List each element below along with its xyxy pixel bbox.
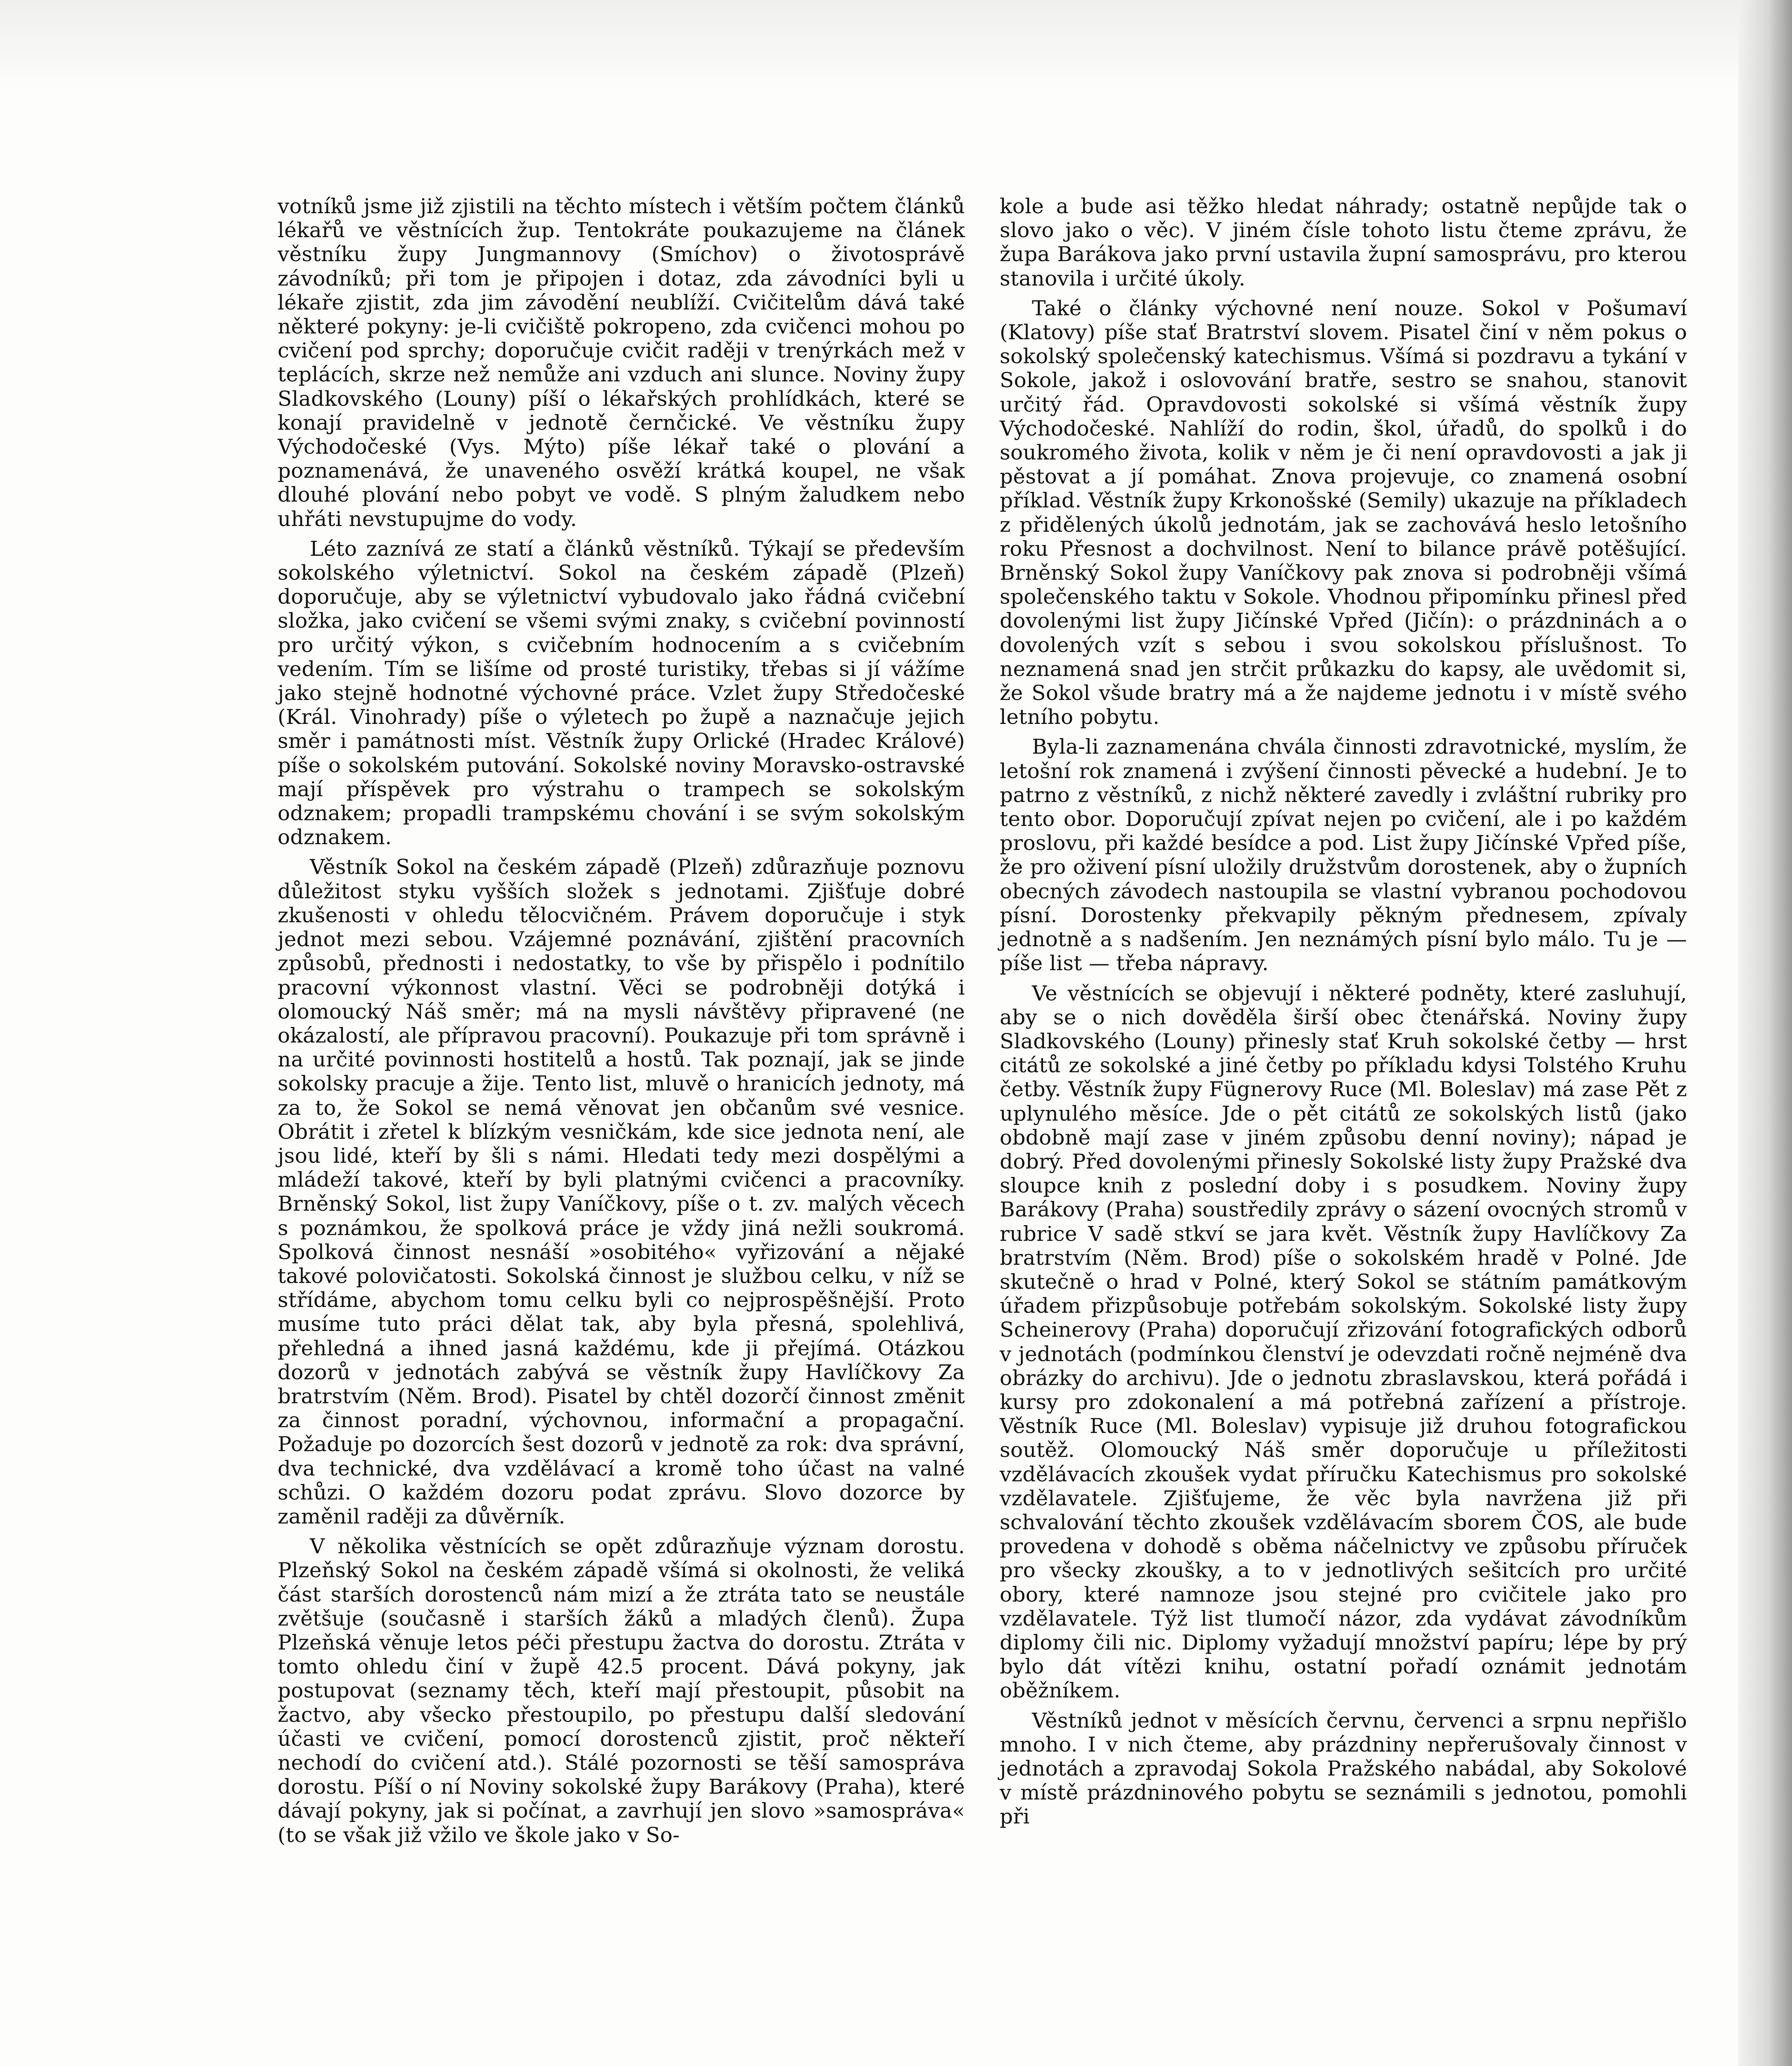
right-column [1000, 194, 1687, 1829]
right-paragraph-3: Byla-li zaznamenána chvála činnosti zdravotnické, myslím, že letošní rok znamená i zvýšení činnosti pěvecké a hudební. Je to patrno z věstníků, z nichž některé zavedly i zvláštní rubriky pro tento obor. Doporučují zpívat nejen po cvičení, ale i po každém proslovu, při každé besídce a pod. List župy Jičínské Vpřed píše, že pro oživení písní uložily družstvům dorostenek, aby o župních obecných závodech nastoupila se vlastní vybranou pochodovou písní. Dorostenky překvapily pěkným přednesem, zpívaly jednotně a s nadšením. Jen neznámých písní bylo málo. Tu je — píše list — třeba nápravy. [1000, 735, 1687, 976]
right-paragraph-5: Věstníků jednot v měsících červnu, červenci a srpnu nepřišlo mnoho. I v nich čteme, aby prázdniny nepřerušovaly činnost v jednotách a zpravodaj Sokola Pražského nabádal, aby Sokolové v místě prázdninového pobytu se seznámili s jednotou, pomohli při [1000, 1708, 1687, 1829]
left-paragraph-3: Věstník Sokol na českém západě (Plzeň) zdůrazňuje poznovu důležitost styku vyšších složek s jednotami. Zjišťuje dobré zkušenosti v ohledu tělocvičném. Právem doporučuje i styk jednot mezi sebou. Vzájemné poznávání, zjištění pracovních způsobů, přednosti i nedostatky, to vše by přispělo i podnítilo pracovní výkonnost vlastní. Věci se podrobněji dotýká i olomoucký Náš směr; má na mysli návštěvy připravené (ne okázalostí, ale přípravou pracovní). Poukazuje při tom správně i na určité povinnosti hostitelů a hostů. Tak poznají, jak se jinde sokolsky pracuje a žije. Tento list, mluvě o hranicích jednoty, má za to, že Sokol se nemá věnovat jen občanům své vesnice. Obrátit i zřetel k blízkým vesničkám, kde sice jednota není, ale jsou lidé, kteří by šli s námi. Hledati tedy mezi dospělými a mládeží takové, kteří by byli platnými cvičenci a pracovníky. Brněnský Sokol, list župy Vaníčkovy, píše o t. zv. malých věcech s poznámkou, že spolková práce je vždy jiná nežli soukromá. Spolková činnost nesnáší »osobitého« vyřizování a nějaké takové polovičatosti. Sokolská činnost je službou celku, v níž se střídáme, abychom tomu celku byli co nejprospěšnější. Proto musíme tuto práci dělat tak, aby byla přesná, spolehlivá, přehledná a ihned jasná každému, kde ji přejímá. Otázkou dozorů v jednotách zabývá se věstník župy Havlíčkovy Za bratrstvím (Něm. Brod). Pisatel by chtěl dozorčí činnost změnit za činnost poradní, výchovnou, informační a propagační. Požaduje po dozorcích šest dozorů v jednotě za rok: dva správní, dva technické, dva vzdělávací a kromě toho účast na valné schůzi. O každém dozoru podat zprávu. Slovo dozorce by zaměnil raději za důvěrník. [278, 855, 965, 1528]
right-paragraph-1: kole a bude asi těžko hledat náhrady; ostatně nepůjde tak o slovo jako o věc). V jiném čísle tohoto listu čteme zprávu, že župa Barákova jako první ustavila župní samosprávu, pro kterou stanovila i určité úkoly. [1000, 194, 1687, 290]
right-paragraph-2: Také o články výchovné není nouze. Sokol v Pošumaví (Klatovy) píše stať Bratrství slovem. Pisatel činí v něm pokus o sokolský společenský katechismus. Všímá si pozdravu a tykání v Sokole, jakož i oslovování bratře, sestro se snahou, stanovit určitý řád. Opravdovosti sokolské si všímá věstník župy Východočeské. Nahlíží do rodin, škol, úřadů, do spolků i do soukromého života, kolik v něm je či není opravdovosti a jak ji pěstovat a jí pomáhat. Znova projevuje, co znamená osobní příklad. Věstník župy Krkonošské (Semily) ukazuje na příkladech z přidělených úkolů jednotám, jak se zachovává heslo letošního roku Přesnost a dochvilnost. Není to bilance právě potěšující. Brněnský Sokol župy Vaníčkovy pak znova si podrobněji všímá společenského taktu v Sokole. Vhodnou připomínku přinesl před dovolenými list župy Jičínské Vpřed (Jičín): o prázdninách a o dovolených vzít s sebou i svou sokolskou příslušnost. To neznamená snad jen strčit průkazku do kapsy, ale uvědomit si, že Sokol všude bratry má a že najdeme jednotu i v místě svého letního pobytu. [1000, 296, 1687, 729]
left-column [278, 194, 965, 1847]
left-paragraph-4: V několika věstnících se opět zdůrazňuje význam dorostu. Plzeňský Sokol na českém západě všímá si okolnosti, že veliká část starších dorostenců nám mizí a že ztráta tato se neustále zvětšuje (současně i starších žáků a mladých členů). Župa Plzeňská věnuje letos péči přestupu žactva do dorostu. Ztráta v tomto ohledu činí v župě 42.5 procent. Dává pokyny, jak postupovat (seznamy těch, kteří mají přestoupit, působit na žactvo, aby všecko přestoupilo, po přestupu další sledování účasti ve cvičení, pomocí dorostenců zjistit, proč někteří nechodí do cvičení atd.). Stálé pozornosti se těší samospráva dorostu. Píší o ní Noviny sokolské župy Barákovy (Praha), které dávají pokyny, jak si počínat, a zavrhují jen slovo »samospráva« (to se však již vžilo ve škole jako v So- [278, 1534, 965, 1847]
left-paragraph-2: Léto zaznívá ze statí a článků věstníků. Týkají se především sokolského výletnictví. Sokol na českém západě (Plzeň) doporučuje, aby se výletnictví vybudovalo jako řádná cvičební složka, jako cvičení se všemi svými znaky, s cvičební povinností pro určitý výkon, s cvičebním hodnocením a s cvičebním vedením. Tím se lišíme od prosté turistiky, třebas si jí vážíme jako stejně hodnotné výchovné práce. Vzlet župy Středočeské (Král. Vinohrady) píše o výletech po župě a naznačuje jejich směr i památnosti míst. Věstník župy Orlické (Hradec Králové) píše o sokolském putování. Sokolské noviny Moravsko-ostravské mají příspěvek pro výstrahu o trampech se sokolským odznakem; propadli trampskému chování i se svým sokolským odznakem. [278, 536, 965, 850]
right-paragraph-4: Ve věstnících se objevují i některé podněty, které zasluhují, aby se o nich dověděla širší obec čtenářská. Noviny župy Sladkovského (Louny) přinesly stať Kruh sokolské četby — hrst citátů ze sokolské a jiné četby po příkladu kdysi Tolstého Kruhu četby. Věstník župy Fügnerovy Ruce (Ml. Boleslav) má zase Pět z uplynulého měsíce. Jde o pět citátů ze sokolských listů (jako obdobně mají zase v jiném způsobu denní noviny); nápad je dobrý. Před dovolenými přinesly Sokolské listy župy Pražské dva sloupce knih z poslední doby i s posudkem. Noviny župy Barákovy (Praha) soustředily zprávy o sázení ovocných stromů v rubrice V sadě stkví se jara květ. Věstník župy Havlíčkovy Za bratrstvím (Něm. Brod) píše o sokolském hradě v Polné. Jde skutečně o hrad v Polné, který Sokol se státním památkovým úřadem přizpůsobuje potřebám sokolským. Sokolské listy župy Scheinerovy (Praha) doporučují zřizování fotografických odborů v jednotách (podmínkou členství je odevzdati ročně nejméně dva obrázky do archivu). Jde o jednotu zbraslavskou, která pořádá i kursy pro zdokonalení a má potřebná zařízení a přístroje. Věstník Ruce (Ml. Boleslav) vypisuje již druhou fotografickou soutěž. Olomoucký Náš směr doporučuje u příležitosti vzdělávacích zkoušek vydat příručku Katechismus pro sokolské vzdělavatele. Zjišťujeme, že věc byla navržena již při schvalování těchto zkoušek vzdělávacím sborem ČOS, ale bude provedena v dohodě s oběma náčelnictvy ve způsobu příruček pro všecky zkoušky, a to v jednotlivých sešitcích pro určité obory, které namnoze jsou stejné pro cvičitele jako pro vzdělavatele. Týž list tlumočí názor, zda vydávat závodníkům diplomy čili nic. Diplomy vyžadují množství papíru; lépe by prý bylo dát vítězi knihu, ostatní pořadí oznámit jednotám oběžníkem. [1000, 981, 1687, 1703]
left-paragraph-1: votníků jsme již zjistili na těchto místech i větším počtem článků lékařů ve věstnících žup. Tentokráte poukazujeme na článek věstníku župy Jungmannovy (Smíchov) o životosprávě závodníků; při tom je připojen i dotaz, zda závodníci byli u lékaře zjistit, zda jim závodění neublíží. Cvičitelům dává také některé pokyny: je-li cvičiště pokropeno, zda cvičenci mohou po cvičení pod sprchy; doporučuje cvičit raději v trenýrkách mež v teplácích, skrze než nemůže ani vzduch ani slunce. Noviny župy Sladkovského (Louny) píší o lékařských prohlídkách, které se konají pravidelně v jednotě černčické. Ve věstníku župy Východočeské (Vys. Mýto) píše lékař také o plování a poznamenává, že unaveného osvěží krátká koupel, ne však dlouhé plování nebo pobyt ve vodě. S plným žaludkem nebo uhřáti nevstupujme do vody. [278, 194, 965, 531]
